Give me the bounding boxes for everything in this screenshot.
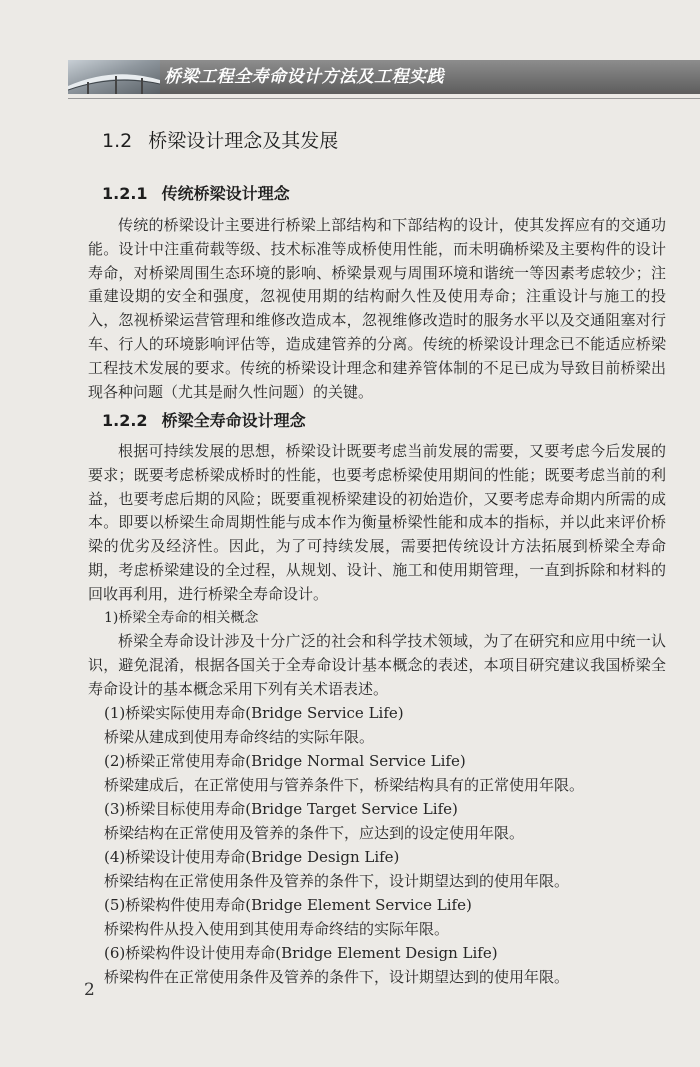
subsection-2-title: 桥梁全寿命设计理念 (161, 411, 306, 430)
term-1-definition: 桥梁从建成到使用寿命终结的实际年限。 (104, 728, 375, 746)
subsection-1-paragraph: 传统的桥梁设计主要进行桥梁上部结构和下部结构的设计，使其发挥应有的交通功能。设计中注重荷载等级、技术标准等成桥使用性能，而未明确桥梁及主要构件的设计寿命，对桥梁周围生态环境的影响、桥梁景观与周围环境和谐统一等因素考虑较少；注重建设期的安全和强度，忽视使用期的结构耐久性及使用寿命；注重设计与施工的投入，忽视桥梁运营管理和维修改造成本，忽视维修改造时的服务水平以及交通阻塞对行车、行人的环境影响评估等，造成建管养的分离。传统的桥梁设计理念已不能适应桥梁工程技术发展的要求。传统的桥梁设计理念和建养管体制的不足已成为导致目前桥梁出现各种问题（尤其是耐久性问题）的关键。 (88, 216, 666, 401)
bridge-photo-thumbnail (68, 60, 160, 94)
section-heading (102, 126, 338, 153)
header-divider (68, 98, 700, 99)
section-number: 1.2 (102, 130, 133, 152)
term-6: (6)桥梁构件设计使用寿命(Bridge Element Design Life) (104, 944, 498, 962)
subsection-heading-1 (102, 181, 290, 204)
subsection-1-title: 传统桥梁设计理念 (161, 184, 290, 203)
term-2: (2)桥梁正常使用寿命(Bridge Normal Service Life) (104, 752, 466, 770)
term-4: (4)桥梁设计使用寿命(Bridge Design Life) (104, 848, 400, 866)
concepts-heading: 1)桥梁全寿命的相关概念 (104, 610, 259, 626)
subsection-2-number: 1.2.2 (102, 411, 148, 430)
subsection-heading-2 (102, 408, 306, 431)
running-header-title: 桥梁工程全寿命设计方法及工程实践 (164, 67, 444, 87)
page-number: 2 (84, 980, 95, 1000)
term-3-definition: 桥梁结构在正常使用及管养的条件下，应达到的设定使用年限。 (104, 824, 525, 842)
subsection-2-paragraph-1: 根据可持续发展的思想，桥梁设计既要考虑当前发展的需要，又要考虑今后发展的要求；既要考虑桥梁成桥时的性能，也要考虑桥梁使用期间的性能；既要考虑当前的利益，也要考虑后期的风险；既要重视桥梁建设的初始造价，又要考虑寿命期内所需的成本。即要以桥梁生命周期性能与成本作为衡量桥梁性能和成本的指标，并以此来评价桥梁的优劣及经济性。因此，为了可持续发展，需要把传统设计方法拓展到桥梁全寿命期，考虑桥梁建设的全过程，从规划、设计、施工和使用期管理，一直到拆除和材料的回收再利用，进行桥梁全寿命设计。 (88, 442, 666, 603)
term-1: (1)桥梁实际使用寿命(Bridge Service Life) (104, 704, 404, 722)
term-6-definition: 桥梁构件在正常使用条件及管养的条件下，设计期望达到的使用年限。 (104, 968, 570, 986)
term-5-definition: 桥梁构件从投入使用到其使用寿命终结的实际年限。 (104, 920, 450, 938)
term-5: (5)桥梁构件使用寿命(Bridge Element Service Life) (104, 896, 472, 914)
subsection-1-number: 1.2.1 (102, 184, 148, 203)
section-title: 桥梁设计理念及其发展 (148, 130, 339, 152)
subsection-2-paragraph-2: 桥梁全寿命设计涉及十分广泛的社会和科学技术领域，为了在研究和应用中统一认识，避免混淆，根据各国关于全寿命设计基本概念的表述，本项目研究建议我国桥梁全寿命设计的基本概念采用下列有关术语表述。 (88, 632, 666, 698)
term-2-definition: 桥梁建成后，在正常使用与管养条件下，桥梁结构具有的正常使用年限。 (104, 776, 585, 794)
term-3: (3)桥梁目标使用寿命(Bridge Target Service Life) (104, 800, 458, 818)
term-4-definition: 桥梁结构在正常使用条件及管养的条件下，设计期望达到的使用年限。 (104, 872, 570, 890)
